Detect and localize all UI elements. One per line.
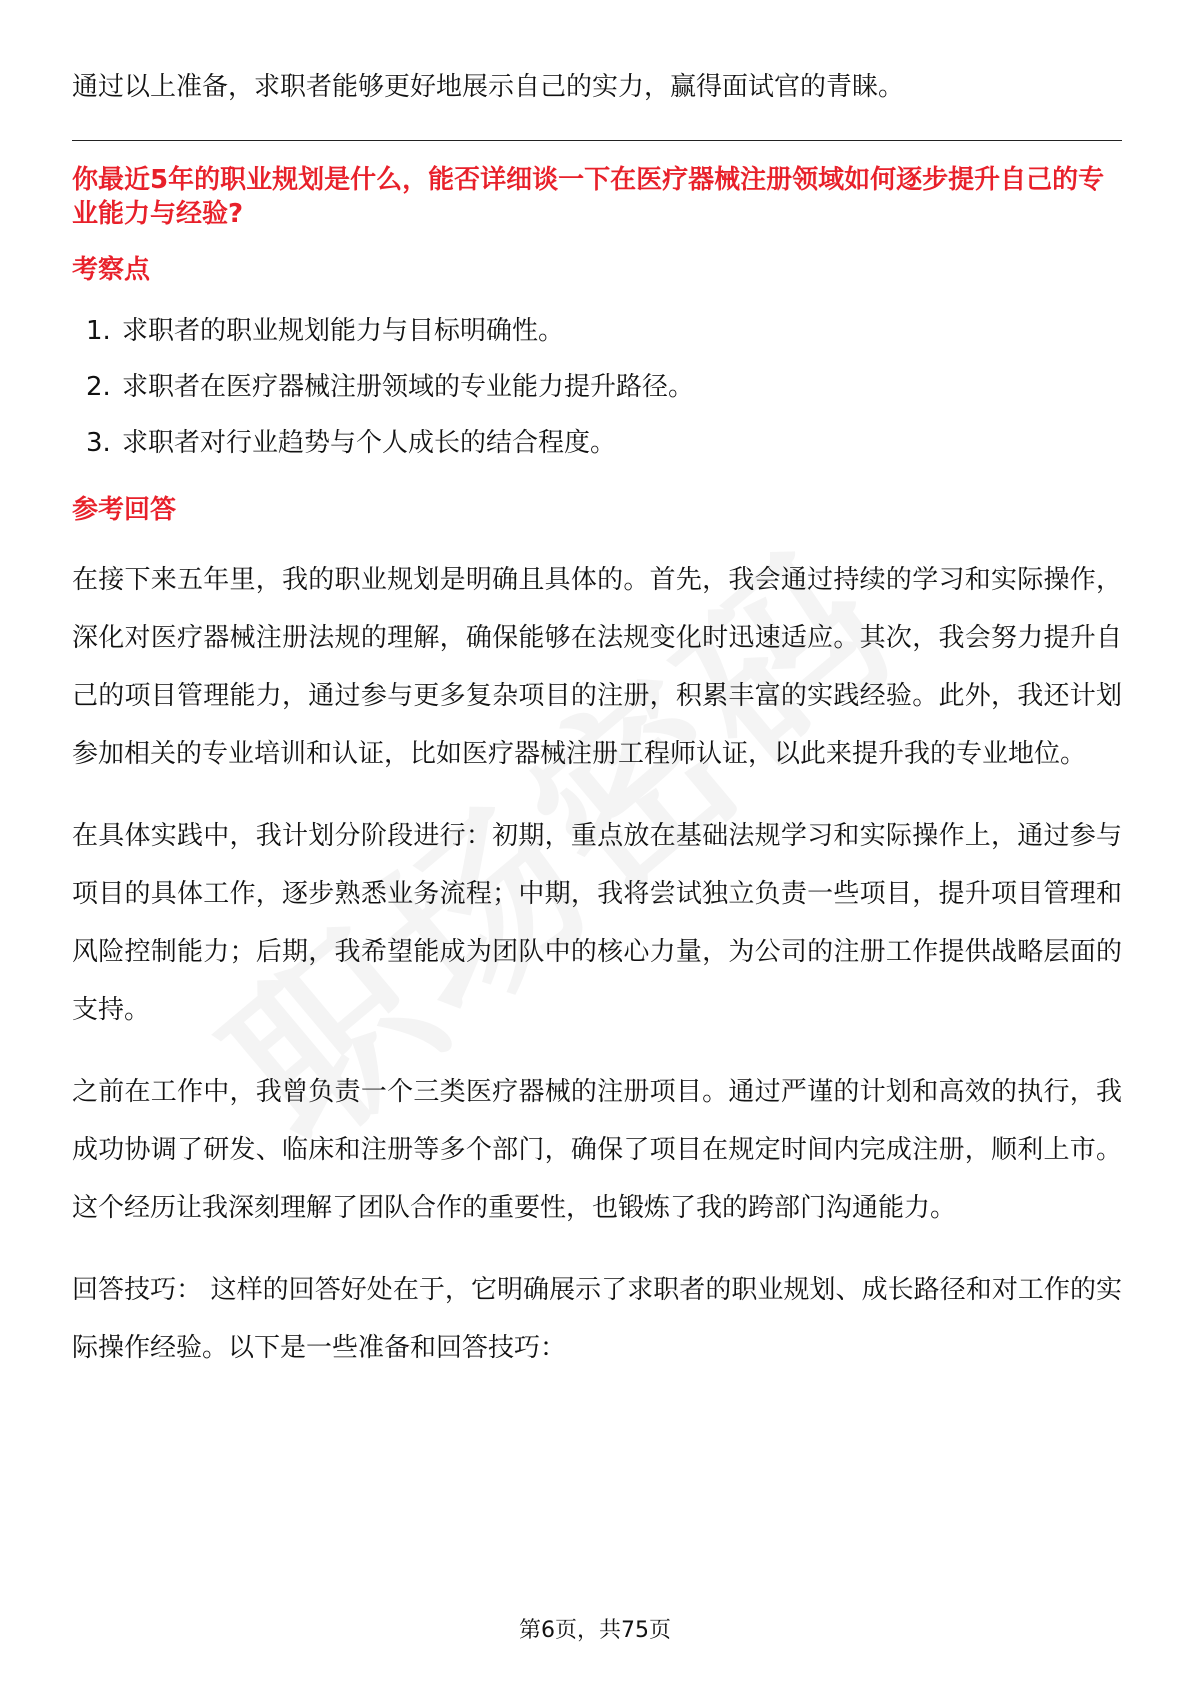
answer-paragraph: 在具体实践中，我计划分阶段进行：初期，重点放在基础法规学习和实际操作上，通过参与项目的具体工作，逐步熟悉业务流程；中期，我将尝试独立负责一些项目，提升项目管理和风险控制能力；后期，我希望能成为团队中的核心力量，为公司的注册工作提供战略层面的支持。 bbox=[72, 821, 1122, 1025]
list-item-text: 求职者对行业趋势与个人成长的结合程度。 bbox=[122, 428, 617, 458]
intro-paragraph: 通过以上准备，求职者能够更好地展示自己的实力，赢得面试官的青睐。 bbox=[72, 72, 905, 102]
list-item bbox=[72, 415, 1122, 471]
section-divider bbox=[72, 140, 1122, 141]
list-item-text: 求职者在医疗器械注册领域的专业能力提升路径。 bbox=[122, 372, 695, 402]
list-item bbox=[72, 359, 1122, 415]
list-item-number: 2. bbox=[86, 372, 111, 402]
page-number-footer: 第6页，共75页 bbox=[519, 1618, 671, 1643]
answer-title: 参考回答 bbox=[72, 495, 177, 525]
answer-tips-paragraph: 回答技巧： 这样的回答好处在于，它明确展示了求职者的职业规划、成长路径和对工作的实际操作经验。以下是一些准备和回答技巧： bbox=[72, 1275, 1122, 1363]
answer-paragraph: 之前在工作中，我曾负责一个三类医疗器械的注册项目。通过严谨的计划和高效的执行，我成功协调了研发、临床和注册等多个部门，确保了项目在规定时间内完成注册，顺利上市。这个经历让我深刻理解了团队合作的重要性，也锻炼了我的跨部门沟通能力。 bbox=[72, 1077, 1122, 1223]
question-heading: 你最近5年的职业规划是什么，能否详细谈一下在医疗器械注册领域如何逐步提升自己的专业能力与经验? bbox=[72, 165, 1105, 229]
list-item-text: 求职者的职业规划能力与目标明确性。 bbox=[122, 316, 565, 346]
page-content bbox=[72, 58, 1122, 1401]
list-item bbox=[72, 303, 1122, 359]
points-title: 考察点 bbox=[72, 255, 151, 285]
answer-paragraph: 在接下来五年里，我的职业规划是明确且具体的。首先，我会通过持续的学习和实际操作，深化对医疗器械注册法规的理解，确保能够在法规变化时迅速适应。其次，我会努力提升自己的项目管理能力，通过参与更多复杂项目的注册，积累丰富的实践经验。此外，我还计划参加相关的专业培训和认证，比如医疗器械注册工程师认证，以此来提升我的专业地位。 bbox=[72, 565, 1122, 769]
points-list bbox=[72, 303, 1122, 471]
list-item-number: 1. bbox=[86, 316, 111, 346]
list-item-number: 3. bbox=[86, 428, 111, 458]
